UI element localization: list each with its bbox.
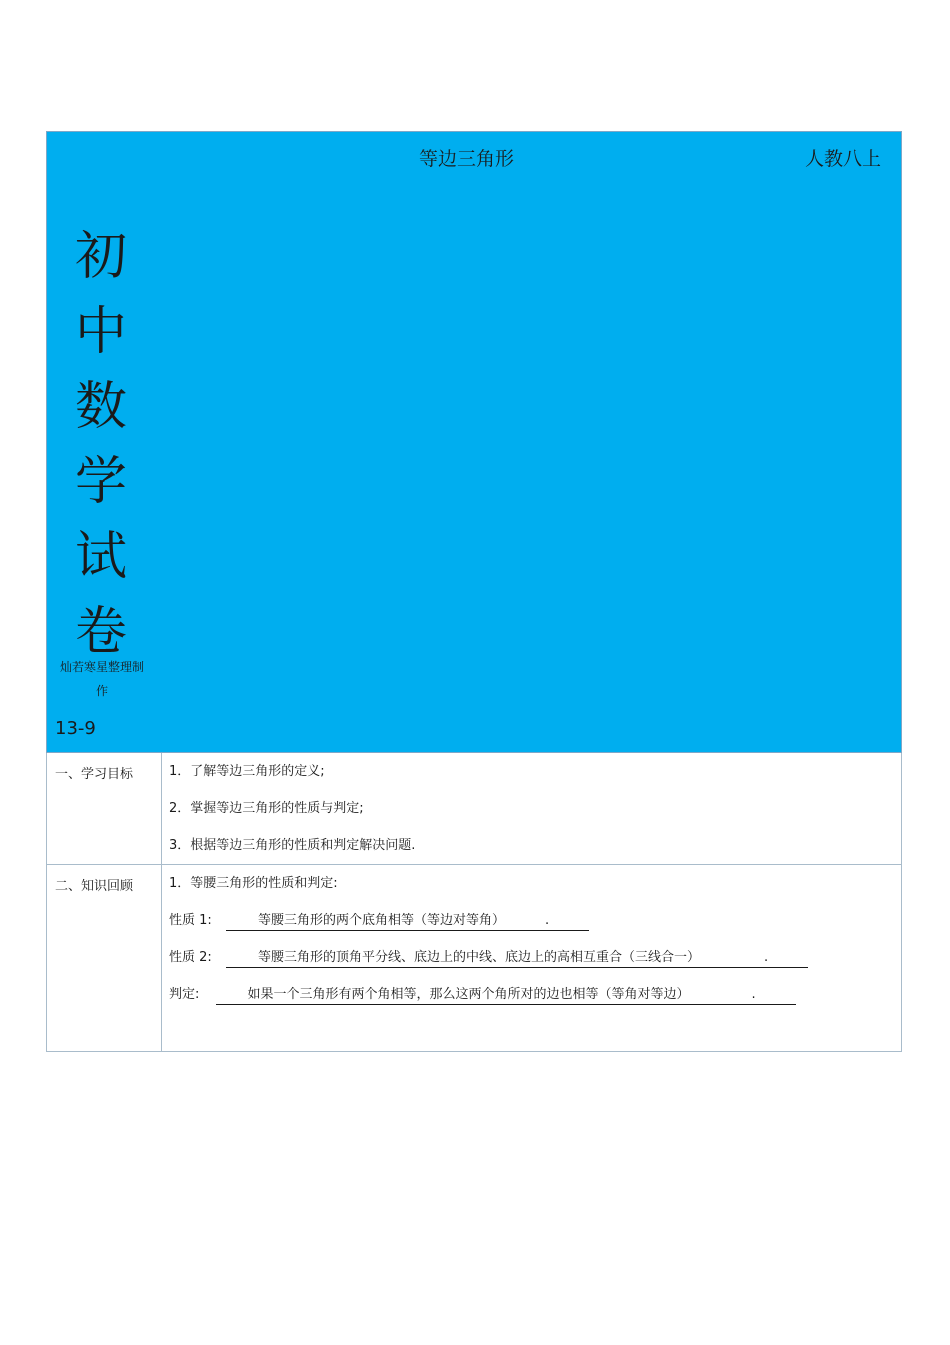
- vertical-char: 卷: [74, 602, 127, 662]
- period: .: [763, 950, 769, 965]
- property-1-blank: [226, 913, 589, 931]
- judgement: [169, 986, 901, 1023]
- property-1-answer: 等腰三角形的两个底角相等（等边对等角）: [257, 913, 505, 928]
- edition-label: 人教八上: [804, 148, 881, 170]
- property-2-label: 性质 2:: [169, 950, 212, 965]
- vertical-title: [71, 220, 131, 670]
- goals-content: [162, 753, 901, 864]
- knowledge-review-row: [46, 865, 902, 1052]
- worksheet: [46, 131, 902, 1052]
- property-2: [169, 949, 901, 986]
- section-label: 二、知识回顾: [47, 865, 162, 1051]
- judgement-answer: 如果一个三角形有两个角相等，那么这两个角所对的边也相等（等角对等边）: [247, 987, 690, 1002]
- property-2-answer: 等腰三角形的顶角平分线、底边上的中线、底边上的高相互重合（三线合一）: [257, 950, 700, 965]
- lesson-code: 13-9: [55, 718, 96, 739]
- property-1-label: 性质 1:: [169, 913, 212, 928]
- goal-item: 2．掌握等边三角形的性质与判定;: [169, 801, 364, 816]
- goal-item: 1．了解等边三角形的定义;: [169, 764, 325, 779]
- vertical-char: 试: [74, 527, 127, 587]
- review-content: [162, 865, 901, 1051]
- lesson-title: 等边三角形: [419, 148, 515, 170]
- property-2-blank: [226, 950, 808, 968]
- vertical-char: 学: [74, 452, 127, 512]
- judgement-blank: [216, 987, 796, 1005]
- vertical-char: 数: [74, 377, 127, 437]
- review-intro: 1．等腰三角形的性质和判定:: [169, 876, 338, 891]
- period: .: [751, 987, 756, 1002]
- section-label: 一、学习目标: [47, 753, 162, 864]
- property-1: [169, 912, 901, 949]
- producer-credit: 灿若寒星整理制作: [59, 660, 144, 698]
- header-banner: [46, 131, 902, 753]
- goal-item: 3．根据等边三角形的性质和判定解决问题.: [169, 838, 416, 853]
- vertical-char: 中: [74, 302, 127, 362]
- period: .: [544, 913, 550, 928]
- judgement-label: 判定:: [169, 987, 200, 1002]
- learning-goals-row: [46, 753, 902, 865]
- vertical-char: 初: [74, 227, 127, 287]
